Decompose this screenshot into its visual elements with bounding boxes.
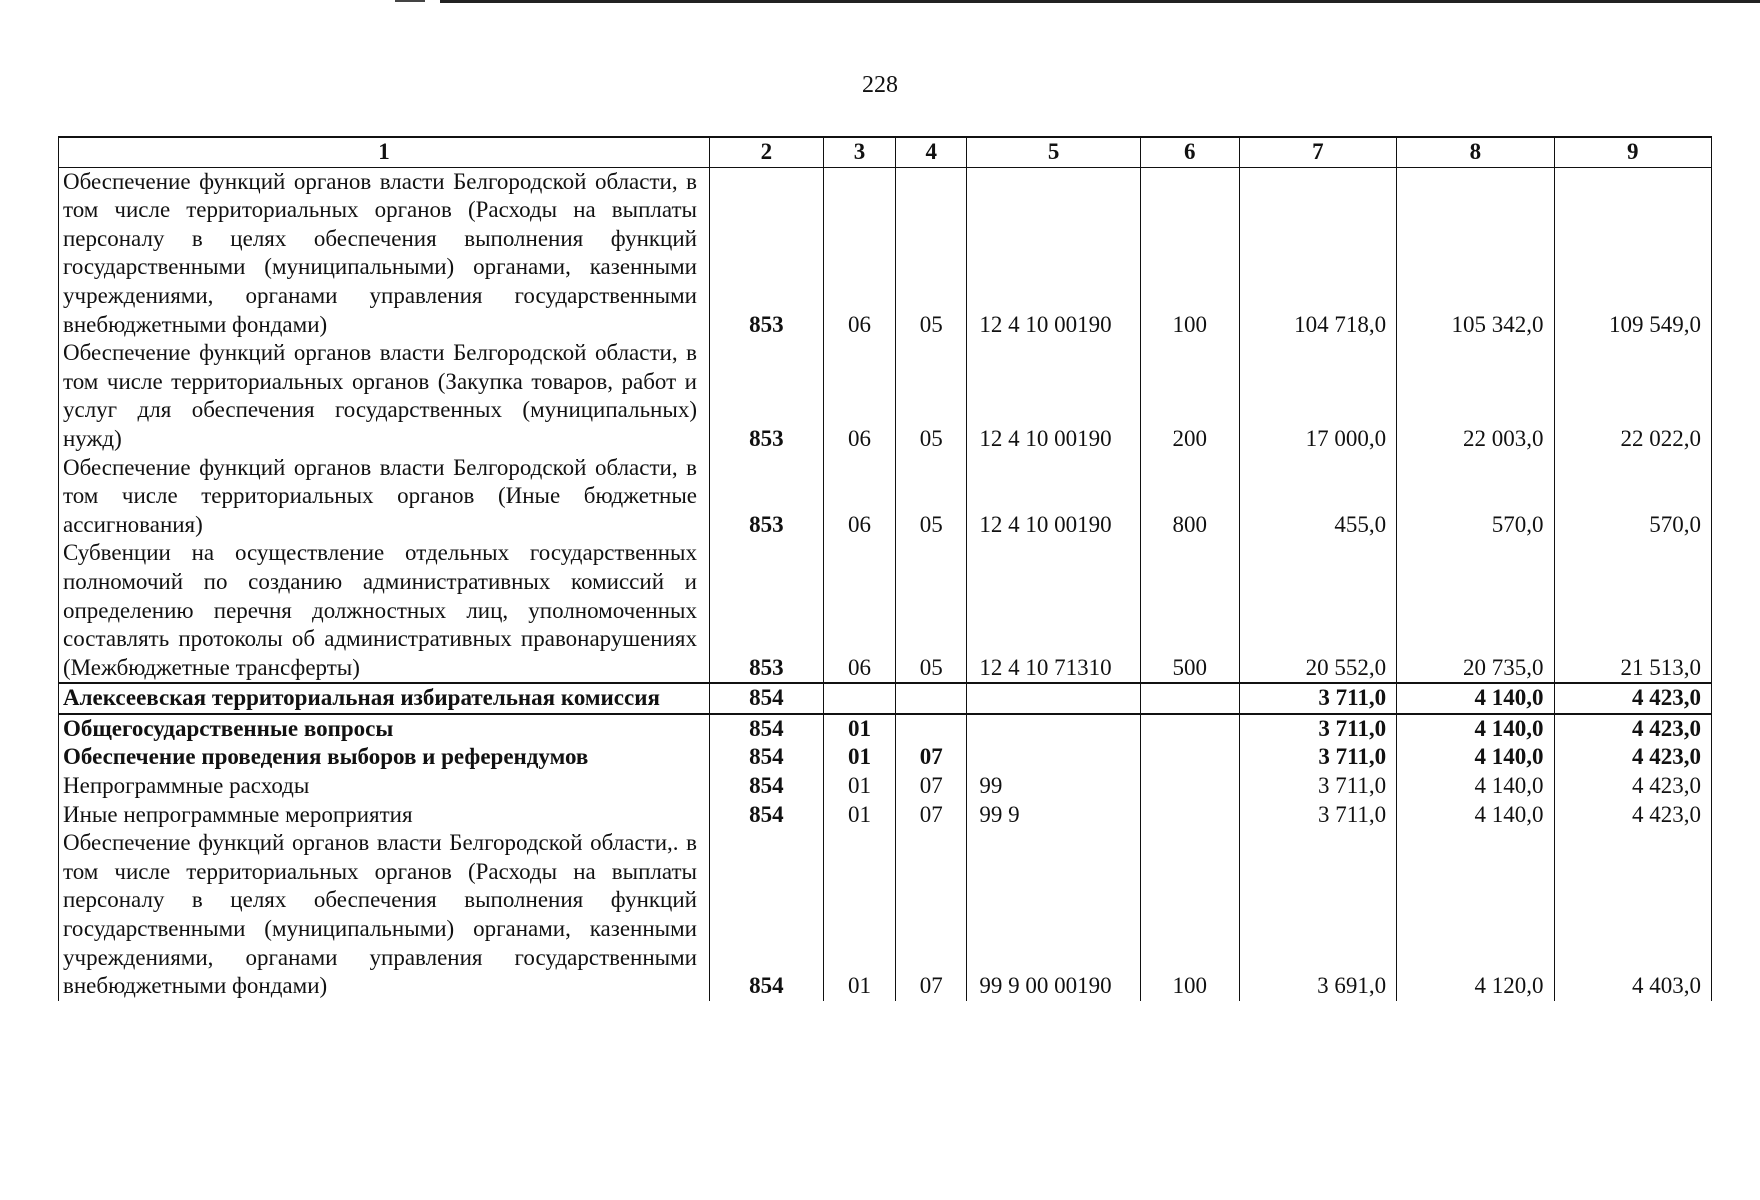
row-subsection-code: 07 bbox=[896, 829, 967, 1001]
row-section-code: 06 bbox=[823, 454, 895, 540]
row-value-col9: 4 423,0 bbox=[1554, 683, 1711, 714]
row-name: Субвенции на осуществление отдельных государственных полномочий по созданию административных комиссий и определению перечня должностных лиц, уполномоченных составлять протоколы об административных правонарушениях (Межбюджетные трансферты) bbox=[59, 539, 710, 683]
row-expense-type: 500 bbox=[1140, 539, 1239, 683]
row-target-code bbox=[967, 743, 1140, 772]
col-header-9: 9 bbox=[1554, 137, 1711, 167]
table-row bbox=[59, 339, 1712, 453]
row-value-col8: 570,0 bbox=[1397, 454, 1554, 540]
row-value-col8: 4 140,0 bbox=[1397, 683, 1554, 714]
col-header-2: 2 bbox=[709, 137, 823, 167]
table-row bbox=[59, 683, 1712, 714]
row-value-col9: 4 403,0 bbox=[1554, 829, 1711, 1001]
table-row bbox=[59, 772, 1712, 801]
row-expense-type: 100 bbox=[1140, 829, 1239, 1001]
row-value-col8: 4 140,0 bbox=[1397, 714, 1554, 744]
row-value-col8: 105 342,0 bbox=[1397, 167, 1554, 339]
row-ved-code: 854 bbox=[709, 829, 823, 1001]
row-value-col9: 4 423,0 bbox=[1554, 743, 1711, 772]
row-value-col8: 4 120,0 bbox=[1397, 829, 1554, 1001]
row-section-code: 01 bbox=[823, 743, 895, 772]
budget-table bbox=[58, 136, 1712, 1001]
table-row bbox=[59, 801, 1712, 830]
row-value-col7: 20 552,0 bbox=[1239, 539, 1396, 683]
table-body bbox=[59, 167, 1712, 1001]
row-name: Обеспечение функций органов власти Белгородской области, в том числе территориальных органов (Расходы на выплаты персоналу в целях обеспечения выполнения функций государственными (муниципальными) органами, казенными учреждениями, органами управления государственными внебюджетными фондами) bbox=[59, 167, 710, 339]
row-value-col9: 21 513,0 bbox=[1554, 539, 1711, 683]
row-subsection-code: 05 bbox=[896, 167, 967, 339]
row-subsection-code: 05 bbox=[896, 454, 967, 540]
col-header-3: 3 bbox=[823, 137, 895, 167]
col-header-1: 1 bbox=[59, 137, 710, 167]
row-section-code: 01 bbox=[823, 772, 895, 801]
table-row bbox=[59, 829, 1712, 1001]
row-subsection-code: 07 bbox=[896, 772, 967, 801]
row-name: Общегосударственные вопросы bbox=[59, 714, 710, 744]
col-header-5: 5 bbox=[967, 137, 1140, 167]
row-value-col8: 4 140,0 bbox=[1397, 772, 1554, 801]
col-header-7: 7 bbox=[1239, 137, 1396, 167]
row-target-code bbox=[967, 683, 1140, 714]
row-target-code: 12 4 10 00190 bbox=[967, 167, 1140, 339]
row-name: Обеспечение проведения выборов и референдумов bbox=[59, 743, 710, 772]
row-subsection-code bbox=[896, 683, 967, 714]
row-expense-type bbox=[1140, 683, 1239, 714]
row-ved-code: 854 bbox=[709, 714, 823, 744]
row-value-col9: 109 549,0 bbox=[1554, 167, 1711, 339]
row-section-code: 06 bbox=[823, 539, 895, 683]
row-value-col9: 4 423,0 bbox=[1554, 801, 1711, 830]
row-value-col7: 3 711,0 bbox=[1239, 743, 1396, 772]
row-ved-code: 853 bbox=[709, 339, 823, 453]
row-value-col7: 3 711,0 bbox=[1239, 683, 1396, 714]
row-value-col7: 3 711,0 bbox=[1239, 772, 1396, 801]
row-section-code bbox=[823, 683, 895, 714]
row-ved-code: 854 bbox=[709, 683, 823, 714]
row-target-code: 99 9 00 00190 bbox=[967, 829, 1140, 1001]
row-target-code: 12 4 10 00190 bbox=[967, 454, 1140, 540]
row-ved-code: 853 bbox=[709, 539, 823, 683]
row-name: Обеспечение функций органов власти Белгородской области,. в том числе территориальных органов (Расходы на выплаты персоналу в целях обеспечения выполнения функций государственными (муниципальными) органами, казенными учреждениями, органами управления государственными внебюджетными фондами) bbox=[59, 829, 710, 1001]
row-value-col8: 4 140,0 bbox=[1397, 743, 1554, 772]
row-section-code: 01 bbox=[823, 714, 895, 744]
row-section-code: 06 bbox=[823, 339, 895, 453]
row-subsection-code: 07 bbox=[896, 801, 967, 830]
table-row bbox=[59, 714, 1712, 744]
row-name: Обеспечение функций органов власти Белгородской области, в том числе территориальных органов (Иные бюджетные ассигнования) bbox=[59, 454, 710, 540]
row-ved-code: 854 bbox=[709, 772, 823, 801]
row-expense-type bbox=[1140, 801, 1239, 830]
row-expense-type: 100 bbox=[1140, 167, 1239, 339]
row-target-code bbox=[967, 714, 1140, 744]
row-name: Непрограммные расходы bbox=[59, 772, 710, 801]
row-value-col9: 22 022,0 bbox=[1554, 339, 1711, 453]
row-name: Иные непрограммные мероприятия bbox=[59, 801, 710, 830]
col-header-6: 6 bbox=[1140, 137, 1239, 167]
row-section-code: 06 bbox=[823, 167, 895, 339]
row-ved-code: 854 bbox=[709, 801, 823, 830]
row-value-col7: 3 711,0 bbox=[1239, 801, 1396, 830]
row-value-col9: 4 423,0 bbox=[1554, 714, 1711, 744]
row-expense-type bbox=[1140, 743, 1239, 772]
row-ved-code: 854 bbox=[709, 743, 823, 772]
row-target-code: 99 9 bbox=[967, 801, 1140, 830]
row-subsection-code: 05 bbox=[896, 539, 967, 683]
top-rule bbox=[440, 0, 1760, 3]
row-value-col8: 4 140,0 bbox=[1397, 801, 1554, 830]
row-value-col7: 3 711,0 bbox=[1239, 714, 1396, 744]
row-section-code: 01 bbox=[823, 801, 895, 830]
row-name: Алексеевская территориальная избирательная комиссия bbox=[59, 683, 710, 714]
row-subsection-code: 07 bbox=[896, 743, 967, 772]
table-row bbox=[59, 539, 1712, 683]
row-subsection-code: 05 bbox=[896, 339, 967, 453]
header-row bbox=[59, 137, 1712, 167]
row-value-col8: 22 003,0 bbox=[1397, 339, 1554, 453]
row-section-code: 01 bbox=[823, 829, 895, 1001]
row-value-col8: 20 735,0 bbox=[1397, 539, 1554, 683]
table-row bbox=[59, 454, 1712, 540]
table-row bbox=[59, 167, 1712, 339]
row-value-col7: 455,0 bbox=[1239, 454, 1396, 540]
table-row bbox=[59, 743, 1712, 772]
row-ved-code: 853 bbox=[709, 454, 823, 540]
row-target-code: 12 4 10 71310 bbox=[967, 539, 1140, 683]
row-target-code: 99 bbox=[967, 772, 1140, 801]
row-value-col9: 4 423,0 bbox=[1554, 772, 1711, 801]
row-expense-type: 800 bbox=[1140, 454, 1239, 540]
row-value-col7: 17 000,0 bbox=[1239, 339, 1396, 453]
col-header-4: 4 bbox=[896, 137, 967, 167]
row-expense-type: 200 bbox=[1140, 339, 1239, 453]
col-header-8: 8 bbox=[1397, 137, 1554, 167]
row-expense-type bbox=[1140, 772, 1239, 801]
row-value-col7: 3 691,0 bbox=[1239, 829, 1396, 1001]
row-target-code: 12 4 10 00190 bbox=[967, 339, 1140, 453]
row-expense-type bbox=[1140, 714, 1239, 744]
row-name: Обеспечение функций органов власти Белгородской области, в том числе территориальных органов (Закупка товаров, работ и услуг для обеспечения государственных (муниципальных) нужд) bbox=[59, 339, 710, 453]
page-number: 228 bbox=[862, 72, 898, 98]
row-value-col9: 570,0 bbox=[1554, 454, 1711, 540]
top-rule-short bbox=[395, 0, 425, 2]
row-value-col7: 104 718,0 bbox=[1239, 167, 1396, 339]
row-subsection-code bbox=[896, 714, 967, 744]
row-ved-code: 853 bbox=[709, 167, 823, 339]
